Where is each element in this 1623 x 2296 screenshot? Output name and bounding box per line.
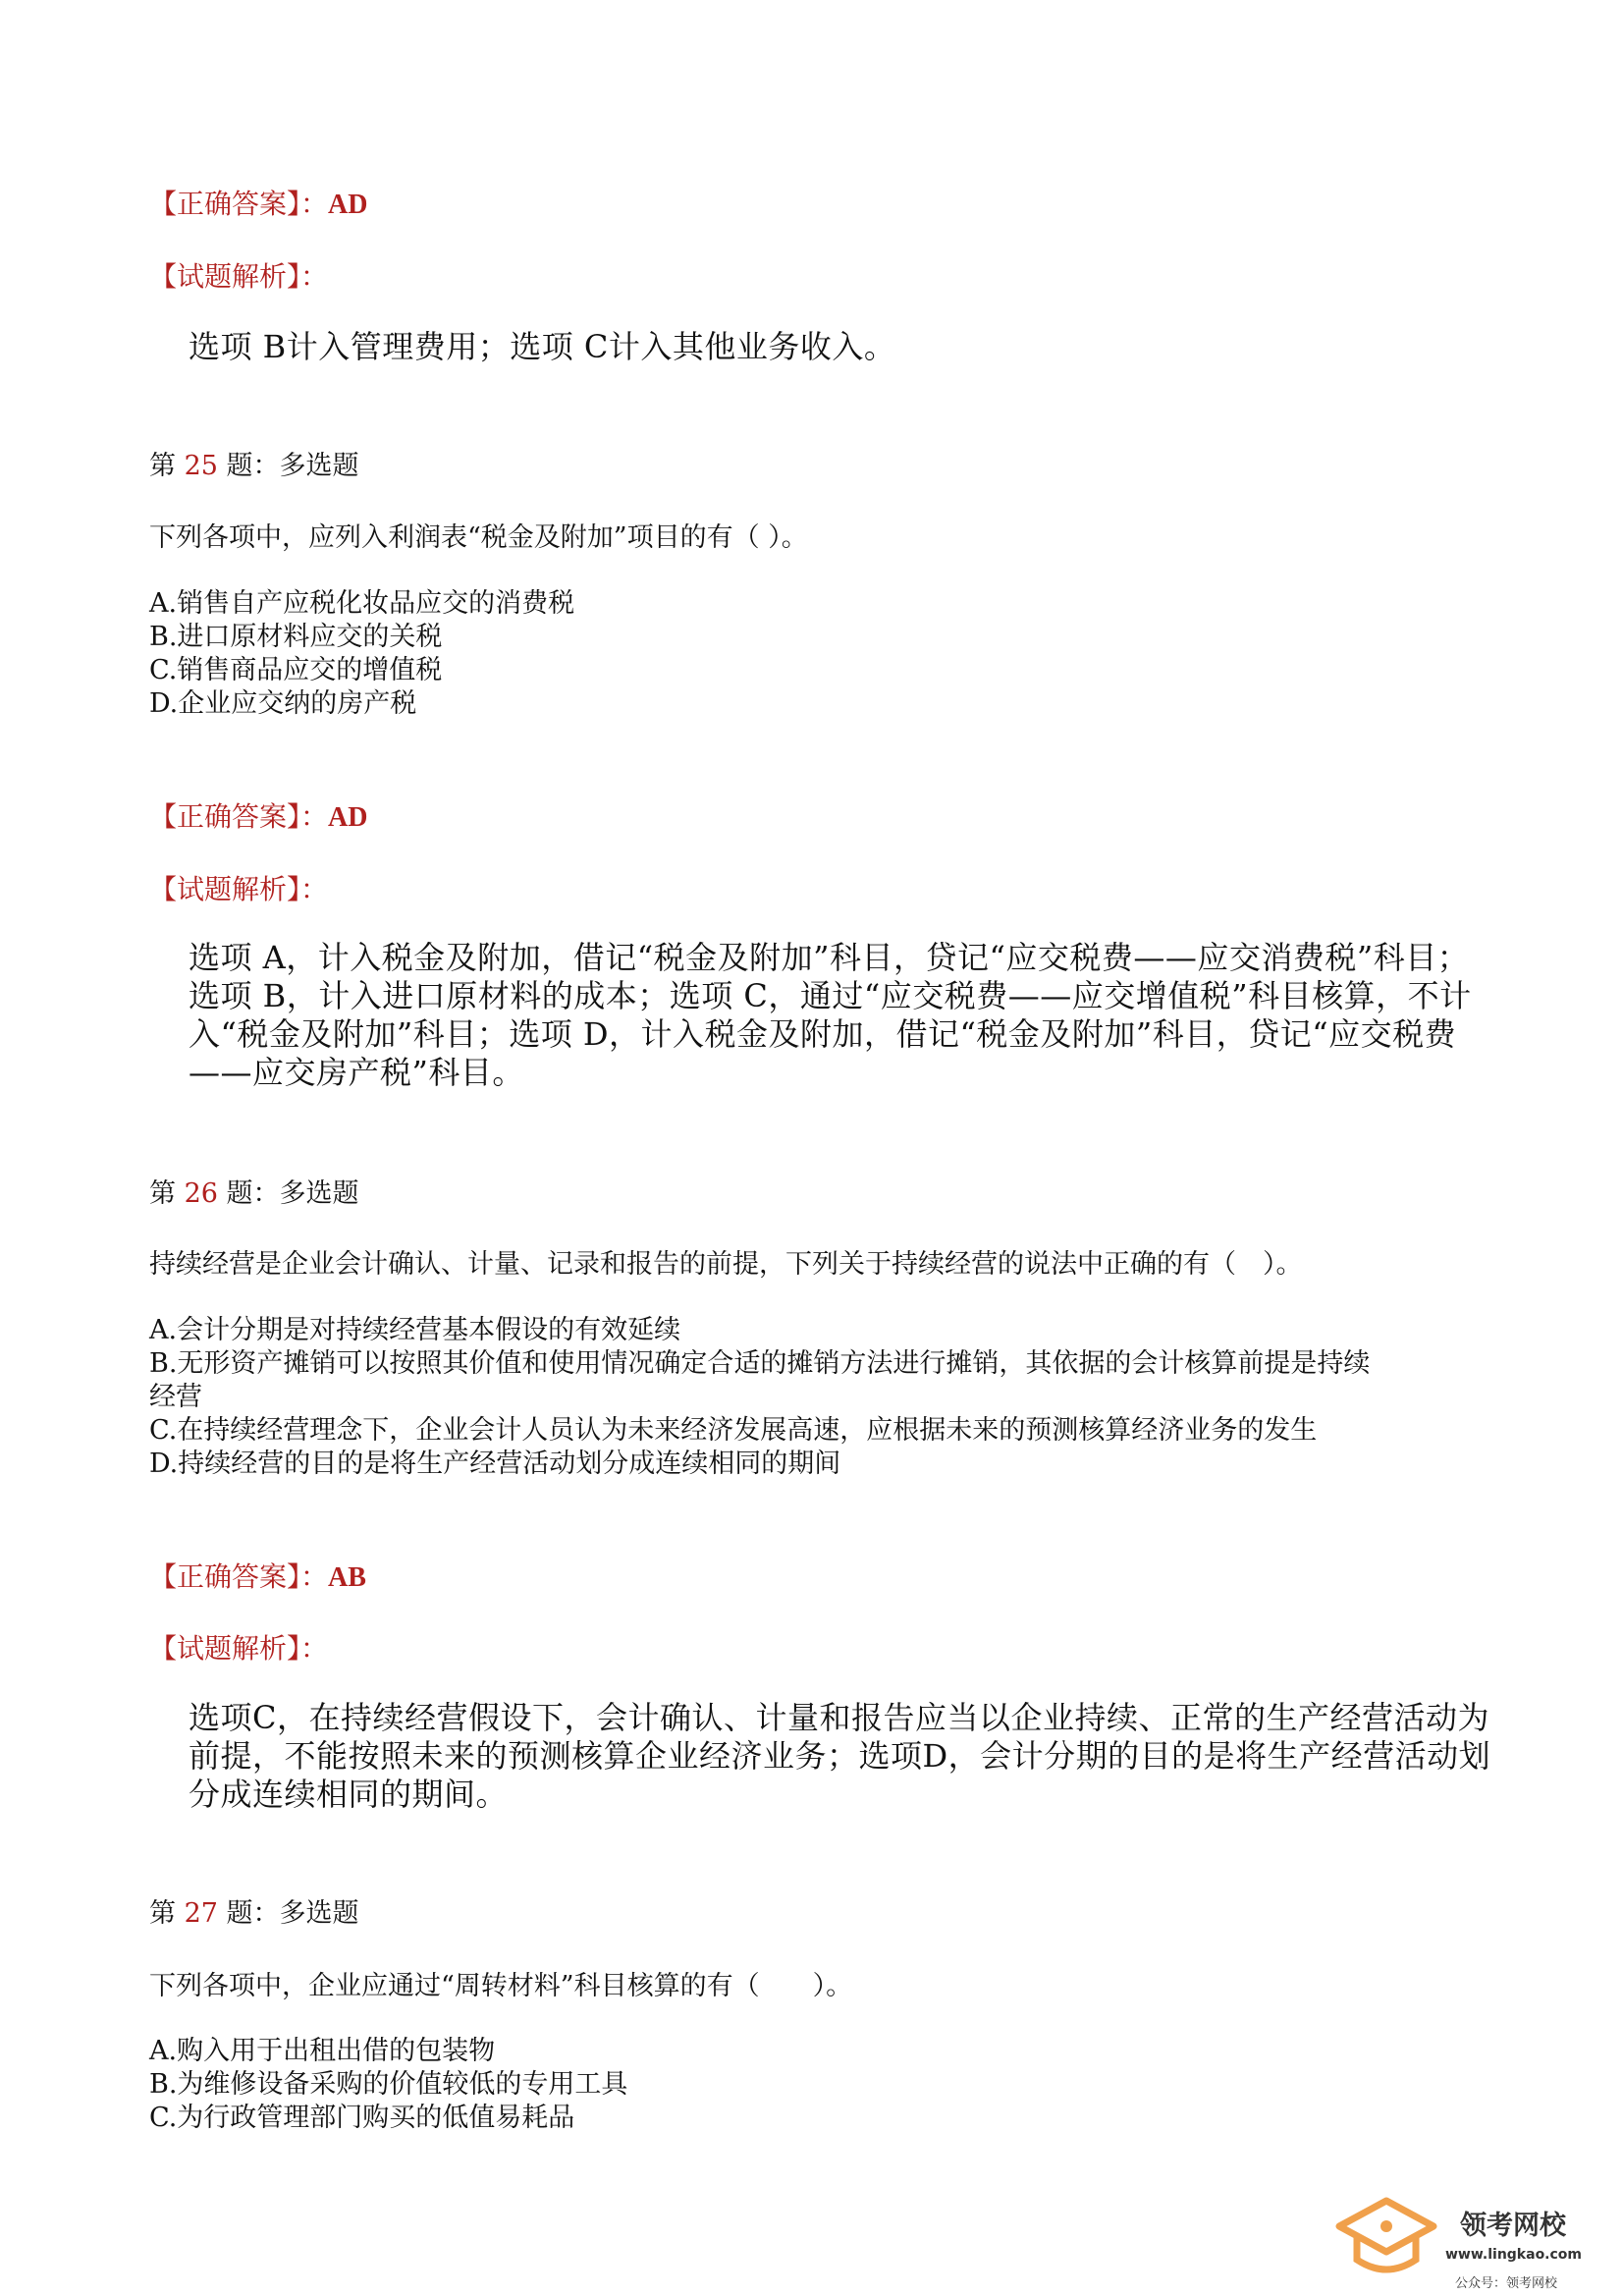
brand-logo bbox=[1335, 2190, 1600, 2291]
option-d: D.企业应交纳的房产税 bbox=[149, 688, 417, 719]
question-heading bbox=[149, 1172, 359, 1210]
answer-label: 【正确答案】： bbox=[149, 800, 329, 833]
answer-row bbox=[149, 795, 367, 835]
brand-url: www.lingkao.com bbox=[1445, 2247, 1583, 2263]
option-b: B.无形资产摊销可以按照其价值和使用情况确定合适的摊销方法进行摊销，其依据的会计核算前提是持续 bbox=[149, 1348, 1371, 1379]
option-b-continued: 经营 bbox=[149, 1382, 202, 1412]
analysis-text: 选项 A，计入税金及附加，借记“税金及附加”科目，贷记“应交税费——应交消费税”科目；选项 B，计入进口原材料的成本；选项 C，通过“应交税费——应交增值税”科目核算，不计入“税金及附加”科目；选项 D，计入税金及附加，借记“税金及附加”科目，贷记“应交税费——应交房产税”科目。 bbox=[189, 939, 1472, 1091]
answer-label: 【正确答案】： bbox=[149, 188, 329, 220]
answer-row bbox=[149, 1556, 366, 1595]
analysis-text: 选项C，在持续经营假设下，会计确认、计量和报告应当以企业持续、正常的生产经营活动为前提，不能按照未来的预测核算企业经济业务；选项D，会计分期的目的是将生产经营活动划分成连续相同的期间。 bbox=[189, 1699, 1491, 1813]
analysis-label: 【试题解析】： bbox=[149, 1632, 329, 1665]
question-text: 下列各项中，企业应通过“周转材料”科目核算的有（ ）。 bbox=[149, 1971, 853, 2001]
brand-name: 领考网校 bbox=[1460, 2211, 1566, 2241]
option-a: A.购入用于出租出借的包装物 bbox=[149, 2036, 496, 2066]
answer-value: AB bbox=[328, 1562, 366, 1593]
brand-public-account: 公众号：领考网校 bbox=[1455, 2276, 1558, 2291]
options-list bbox=[149, 1314, 1370, 1481]
question-number: 25 bbox=[184, 451, 218, 481]
analysis-text: 选项 B计入管理费用；选项 C计入其他业务收入。 bbox=[189, 328, 896, 365]
option-c: C.在持续经营理念下，企业会计人员认为未来经济发展高速，应根据未来的预测核算经济业务的发生 bbox=[149, 1415, 1318, 1446]
options-list bbox=[149, 587, 574, 721]
question-prefix: 第 bbox=[149, 451, 176, 481]
option-b: B.进口原材料应交的关税 bbox=[149, 622, 443, 652]
question-type: 题：多选题 bbox=[226, 1178, 359, 1209]
option-a: A.销售自产应税化妆品应交的消费税 bbox=[149, 588, 575, 619]
option-a: A.会计分期是对持续经营基本假设的有效延续 bbox=[149, 1315, 681, 1345]
question-heading bbox=[149, 444, 359, 482]
question-text: 下列各项中，应列入利润表“税金及附加”项目的有（ ）。 bbox=[149, 522, 808, 553]
option-c: C.为行政管理部门购买的低值易耗品 bbox=[149, 2103, 575, 2133]
answer-value: AD bbox=[328, 802, 368, 833]
question-type: 题：多选题 bbox=[226, 1898, 359, 1929]
analysis-label: 【试题解析】： bbox=[149, 260, 329, 293]
analysis-label: 【试题解析】： bbox=[149, 873, 329, 905]
question-type: 题：多选题 bbox=[226, 451, 359, 481]
question-number: 26 bbox=[184, 1178, 218, 1209]
question-heading bbox=[149, 1891, 359, 1930]
option-d: D.持续经营的目的是将生产经营活动划分成连续相同的期间 bbox=[149, 1449, 841, 1479]
question-number: 27 bbox=[184, 1898, 218, 1929]
answer-label: 【正确答案】： bbox=[149, 1560, 329, 1593]
question-text: 持续经营是企业会计确认、计量、记录和报告的前提，下列关于持续经营的说法中正确的有（ ）。 bbox=[149, 1249, 1303, 1280]
question-prefix: 第 bbox=[149, 1898, 176, 1929]
answer-row bbox=[149, 183, 367, 222]
question-prefix: 第 bbox=[149, 1178, 176, 1209]
option-b: B.为维修设备采购的价值较低的专用工具 bbox=[149, 2069, 628, 2100]
option-c: C.销售商品应交的增值税 bbox=[149, 655, 443, 685]
answer-value: AD bbox=[328, 190, 368, 220]
options-list bbox=[149, 2035, 627, 2135]
graduation-cap-icon bbox=[1335, 2195, 1438, 2283]
